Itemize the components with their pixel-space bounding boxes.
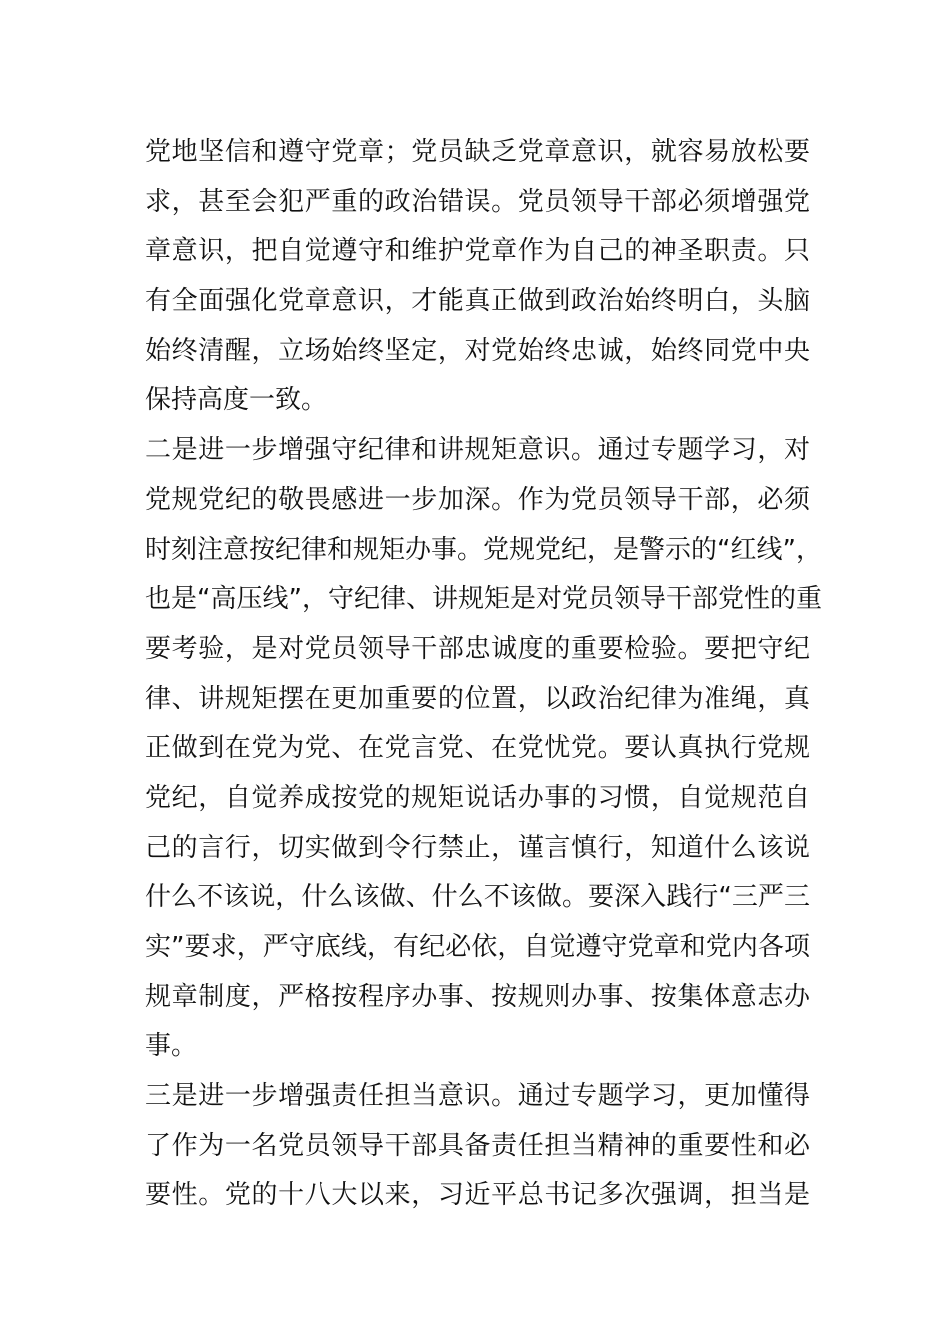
text-line: 三是进一步增强责任担当意识。通过专题学习，更加懂得 — [145, 1081, 810, 1112]
text-line: 二是进一步增强守纪律和讲规矩意识。通过专题学习，对 — [145, 435, 810, 466]
text-line: 保持高度一致。 — [145, 385, 328, 416]
text-line: 律、讲规矩摆在更加重要的位置，以政治纪律为准绳，真 — [145, 683, 810, 714]
text-line: 求，甚至会犯严重的政治错误。党员领导干部必须增强党 — [145, 186, 810, 217]
text-line: 正做到在党为党、在党言党、在党忧党。要认真执行党规 — [145, 733, 810, 764]
text-line: 实”要求，严守底线，有纪必依，自觉遵守党章和党内各项 — [145, 932, 810, 962]
text-line: 要性。党的十八大以来，习近平总书记多次强调，担当是 — [145, 1180, 810, 1211]
text-line: 什么不该说，什么该做、什么不该做。要深入践行“三严三 — [145, 882, 810, 913]
text-line: 党规党纪的敬畏感进一步加深。作为党员领导干部，必须 — [145, 484, 810, 515]
text-line: 党地坚信和遵守党章；党员缺乏党章意识，就容易放松要 — [145, 137, 810, 167]
text-line: 也是“高压线”，守纪律、讲规矩是对党员领导干部党性的重 — [145, 584, 822, 615]
text-line: 始终清醒，立场始终坚定，对党始终忠诚，始终同党中央 — [145, 335, 810, 366]
text-line: 规章制度，严格按程序办事、按规则办事、按集体意志办 — [145, 981, 810, 1012]
text-line: 章意识，把自觉遵守和维护党章作为自己的神圣职责。只 — [145, 236, 810, 267]
text-line: 有全面强化党章意识，才能真正做到政治始终明白，头脑 — [145, 286, 810, 317]
text-line: 要考验，是对党员领导干部忠诚度的重要检验。要把守纪 — [145, 633, 810, 664]
text-line: 了作为一名党员领导干部具备责任担当精神的重要性和必 — [145, 1130, 810, 1161]
body-text — [145, 128, 822, 1221]
text-line: 时刻注意按纪律和规矩办事。党规党纪，是警示的“红线”， — [145, 534, 822, 565]
text-line: 己的言行，切实做到令行禁止，谨言慎行，知道什么该说 — [145, 832, 810, 863]
text-line: 党纪，自觉养成按党的规矩说话办事的习惯，自觉规范自 — [145, 782, 810, 813]
text-line: 事。 — [145, 1031, 198, 1062]
